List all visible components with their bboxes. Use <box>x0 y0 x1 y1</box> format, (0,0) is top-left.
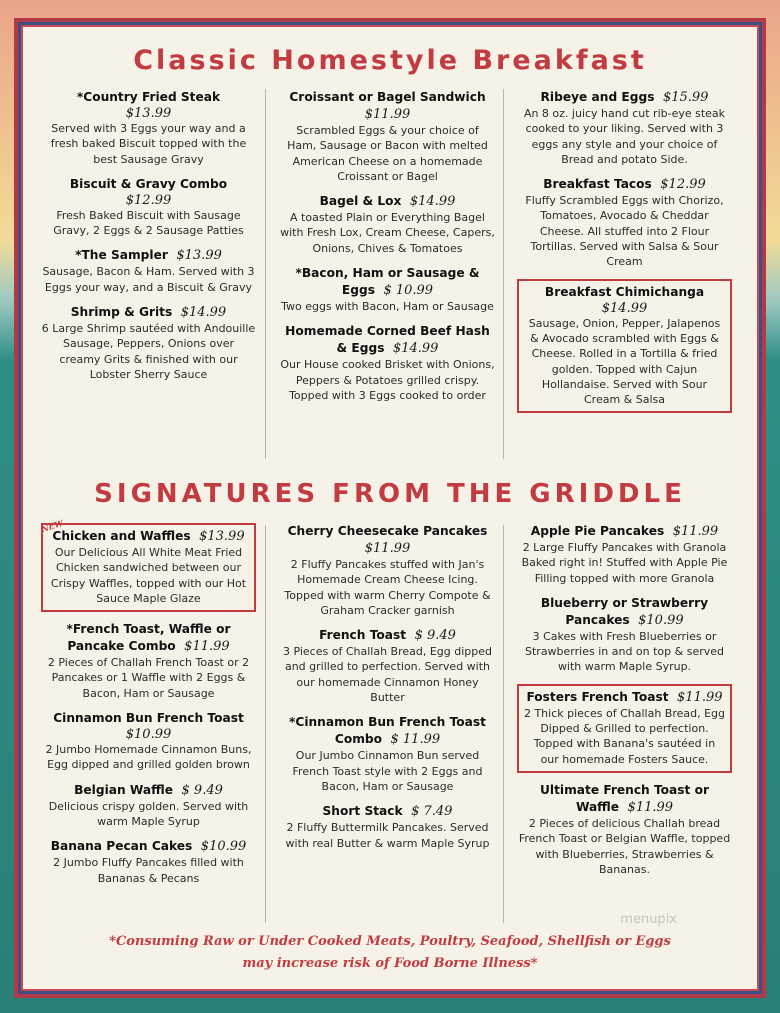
item-name: Cherry Cheesecake Pancakes <box>287 524 488 538</box>
menu-item <box>280 89 495 184</box>
menu-item <box>41 621 256 701</box>
menu-item <box>41 304 256 382</box>
breakfast-section-title: Classic Homestyle Breakfast <box>133 45 647 76</box>
column-divider <box>503 525 504 923</box>
item-name: *The Sampler <box>75 248 168 263</box>
item-description: 3 Pieces of Challah Bread, Egg dipped and grilled to perfection. Served with our homemade Cinnamon Honey Butter <box>282 645 493 705</box>
item-name: Cinnamon Bun French Toast <box>53 711 244 726</box>
menu-item <box>517 523 732 586</box>
menu-item <box>41 710 256 773</box>
featured-menu-item <box>517 279 732 414</box>
item-description: Our House cooked Brisket with Onions, Peppers & Potatoes grilled crispy. Topped with 3 Eggs cooked to order <box>280 358 495 402</box>
menu-item <box>41 838 256 886</box>
item-price: $11.99 <box>677 689 723 705</box>
menu-item <box>41 247 256 295</box>
menu-item <box>41 176 256 239</box>
item-price: $11.99 <box>184 639 230 655</box>
menu-item <box>41 89 256 167</box>
featured-menu-item <box>40 517 256 612</box>
item-name: *French Toast, Waffle or Pancake Combo <box>66 622 231 654</box>
item-name: Ribeye and Eggs <box>540 90 655 104</box>
item-description: Our Jumbo Cinnamon Bun served French Toast style with 2 Eggs and Bacon, Ham or Sausage <box>292 749 483 793</box>
item-description: 3 Cakes with Fresh Blueberries or Strawberries in and on top & served with warm Maple Syrup. <box>525 629 724 674</box>
item-price: $10.99 <box>638 612 684 628</box>
item-name: French Toast <box>319 628 407 643</box>
menu-frame-inner <box>18 22 762 994</box>
item-name: Fosters French Toast <box>526 689 669 704</box>
item-name: Chicken and Waffles <box>52 529 191 543</box>
item-name: Belgian Waffle <box>74 782 174 797</box>
item-description: 2 Pieces of Challah French Toast or 2 Pancakes or 1 Waffle with 2 Eggs & Bacon, Ham or Sausage <box>47 656 250 700</box>
menu-item <box>280 265 495 314</box>
item-name: Breakfast Chimichanga <box>544 284 705 299</box>
item-description: Sausage, Bacon & Ham. Served with 3 Eggs your way, and a Biscuit & Gravy <box>42 265 255 294</box>
item-description: Fluffy Scrambled Eggs with Chorizo, Tomatoes, Avocado & Cheddar Cheese. All stuffed into 2 Flour Tortillas. Served with Salsa & Sour Cream <box>525 194 724 269</box>
item-price: $14.99 <box>180 305 227 321</box>
item-name: Ultimate French Toast or Waffle <box>540 782 709 814</box>
item-name: Shrimp & Grits <box>70 305 173 320</box>
breakfast-column-1 <box>41 89 256 391</box>
item-price: $12.99 <box>660 177 706 193</box>
item-price: $11.99 <box>364 541 411 556</box>
item-description: An 8 oz. juicy hand cut rib-eye steak cooked to your liking. Served with 3 eggs any style and your choice of Bread and potato Side. <box>523 107 726 166</box>
menu-page <box>21 25 759 991</box>
column-divider <box>503 89 504 459</box>
menu-item <box>517 89 732 167</box>
item-name: *Country Fried Steak <box>76 90 221 104</box>
column-divider <box>265 525 266 923</box>
menu-item <box>280 523 495 618</box>
item-description: Two eggs with Bacon, Ham or Sausage <box>281 300 494 314</box>
item-name: Blueberry or Strawberry Pancakes <box>540 595 709 627</box>
item-price: $11.99 <box>364 107 411 122</box>
menu-item <box>280 627 495 705</box>
item-description: 2 Jumbo Homemade Cinnamon Buns, Egg dipped and grilled golden brown <box>45 743 252 772</box>
item-description: Fresh Baked Biscuit with Sausage Gravy, 2 Eggs & 2 Sausage Patties <box>53 208 244 238</box>
item-price: $ 11.99 <box>390 732 441 748</box>
item-price: $10.99 <box>125 727 172 743</box>
item-price: $14.99 <box>601 300 648 316</box>
item-name: Homemade Corned Beef Hash & Eggs <box>285 324 490 356</box>
menu-item <box>280 714 495 794</box>
item-price: $13.99 <box>199 529 245 544</box>
item-description: Scrambled Eggs & your choice of Ham, Sausage or Bacon with melted American Cheese on a homemade Croissant or Bagel <box>287 124 488 183</box>
featured-menu-item <box>517 684 732 773</box>
item-description: A toasted Plain or Everything Bagel with Fresh Lox, Cream Cheese, Capers, Onions, Chives & Tomatoes <box>280 211 495 255</box>
item-name: *Cinnamon Bun French Toast Combo <box>289 715 486 747</box>
item-description: Sausage, Onion, Pepper, Jalapenos & Avocado scrambled with Eggs & Cheese. Rolled in a Tortilla & fried golden. Topped with Cajun Hollandaise. Served with Sour Cream & Salsa <box>528 316 721 407</box>
item-price: $13.99 <box>125 106 172 121</box>
griddle-column-3 <box>517 523 732 886</box>
menu-item <box>280 193 495 256</box>
item-description: 2 Fluffy Pancakes stuffed with Jan's Homemade Cream Cheese Icing. Topped with warm Cherry Compote & Graham Cracker garnish <box>284 558 491 617</box>
disclaimer-line-2: may increase risk of Food Borne Illness* <box>242 956 538 971</box>
item-description: Our Delicious All White Meat Fried Chicken sandwiched between our Crispy Waffles, topped with our Hot Sauce Maple Glaze <box>50 546 247 605</box>
column-divider <box>265 89 266 459</box>
item-description: 6 Large Shrimp sautéed with Andouille Sausage, Peppers, Onions over creamy Grits & finished with our Lobster Sherry Sauce <box>41 322 256 381</box>
item-name: Biscuit & Gravy Combo <box>69 176 228 191</box>
griddle-column-2 <box>280 523 495 860</box>
menu-item <box>517 595 732 675</box>
menu-item <box>41 782 256 830</box>
item-price: $11.99 <box>672 524 719 539</box>
item-description: 2 Fluffy Buttermilk Pancakes. Served with real Butter & warm Maple Syrup <box>285 821 490 850</box>
item-name: Banana Pecan Cakes <box>50 839 193 854</box>
item-name: *Bacon, Ham or Sausage & Eggs <box>295 266 480 298</box>
item-price: $10.99 <box>200 839 247 855</box>
item-name: Bagel & Lox <box>319 194 402 209</box>
item-name: Short Stack <box>322 804 403 819</box>
item-price: $13.99 <box>176 248 222 264</box>
menu-item <box>280 323 495 403</box>
food-safety-disclaimer <box>23 931 757 975</box>
menu-frame-outer <box>14 18 766 998</box>
item-price: $12.99 <box>125 192 172 208</box>
watermark: menupix <box>620 912 677 927</box>
item-price: $ 7.49 <box>411 804 453 820</box>
item-description: Delicious crispy golden. Served with warm Maple Syrup <box>48 799 249 828</box>
item-description: 2 Pieces of delicious Challah bread French Toast or Belgian Waffle, topped with Blueberries, Strawberries & Bananas. <box>518 816 731 876</box>
item-price: $14.99 <box>392 341 439 357</box>
griddle-column-1 <box>40 517 256 895</box>
item-description: 2 Large Fluffy Pancakes with Granola Baked right in! Stuffed with Apple Pie Filling topped with more Granola <box>521 541 728 585</box>
menu-item <box>280 803 495 851</box>
menu-item <box>517 176 732 269</box>
item-description: 2 Jumbo Fluffy Pancakes filled with Bananas & Pecans <box>53 856 244 885</box>
new-badge: NEW <box>40 517 65 535</box>
breakfast-column-2 <box>280 89 495 412</box>
item-name: Apple Pie Pancakes <box>530 524 665 538</box>
breakfast-column-3 <box>517 89 732 422</box>
disclaimer-line-1: *Consuming Raw or Under Cooked Meats, Poultry, Seafood, Shellfish or Eggs <box>109 934 671 949</box>
item-price: $14.99 <box>409 194 456 210</box>
item-name: Breakfast Tacos <box>543 177 652 192</box>
item-price: $ 9.49 <box>181 782 223 798</box>
menu-item <box>517 782 732 877</box>
griddle-section-title: SIGNATURES FROM THE GRIDDLE <box>94 479 686 509</box>
item-price: $ 9.49 <box>414 628 456 644</box>
item-price: $15.99 <box>662 90 709 105</box>
item-description: 2 Thick pieces of Challah Bread, Egg Dipped & Grilled to perfection. Topped with Banana's sautéed in our homemade Fosters Sauce. <box>523 706 726 766</box>
item-price: $11.99 <box>627 799 674 815</box>
item-name: Croissant or Bagel Sandwich <box>289 90 486 104</box>
item-price: $ 10.99 <box>383 283 434 299</box>
item-description: Served with 3 Eggs your way and a fresh baked Biscuit topped with the best Sausage Gravy <box>50 122 247 166</box>
